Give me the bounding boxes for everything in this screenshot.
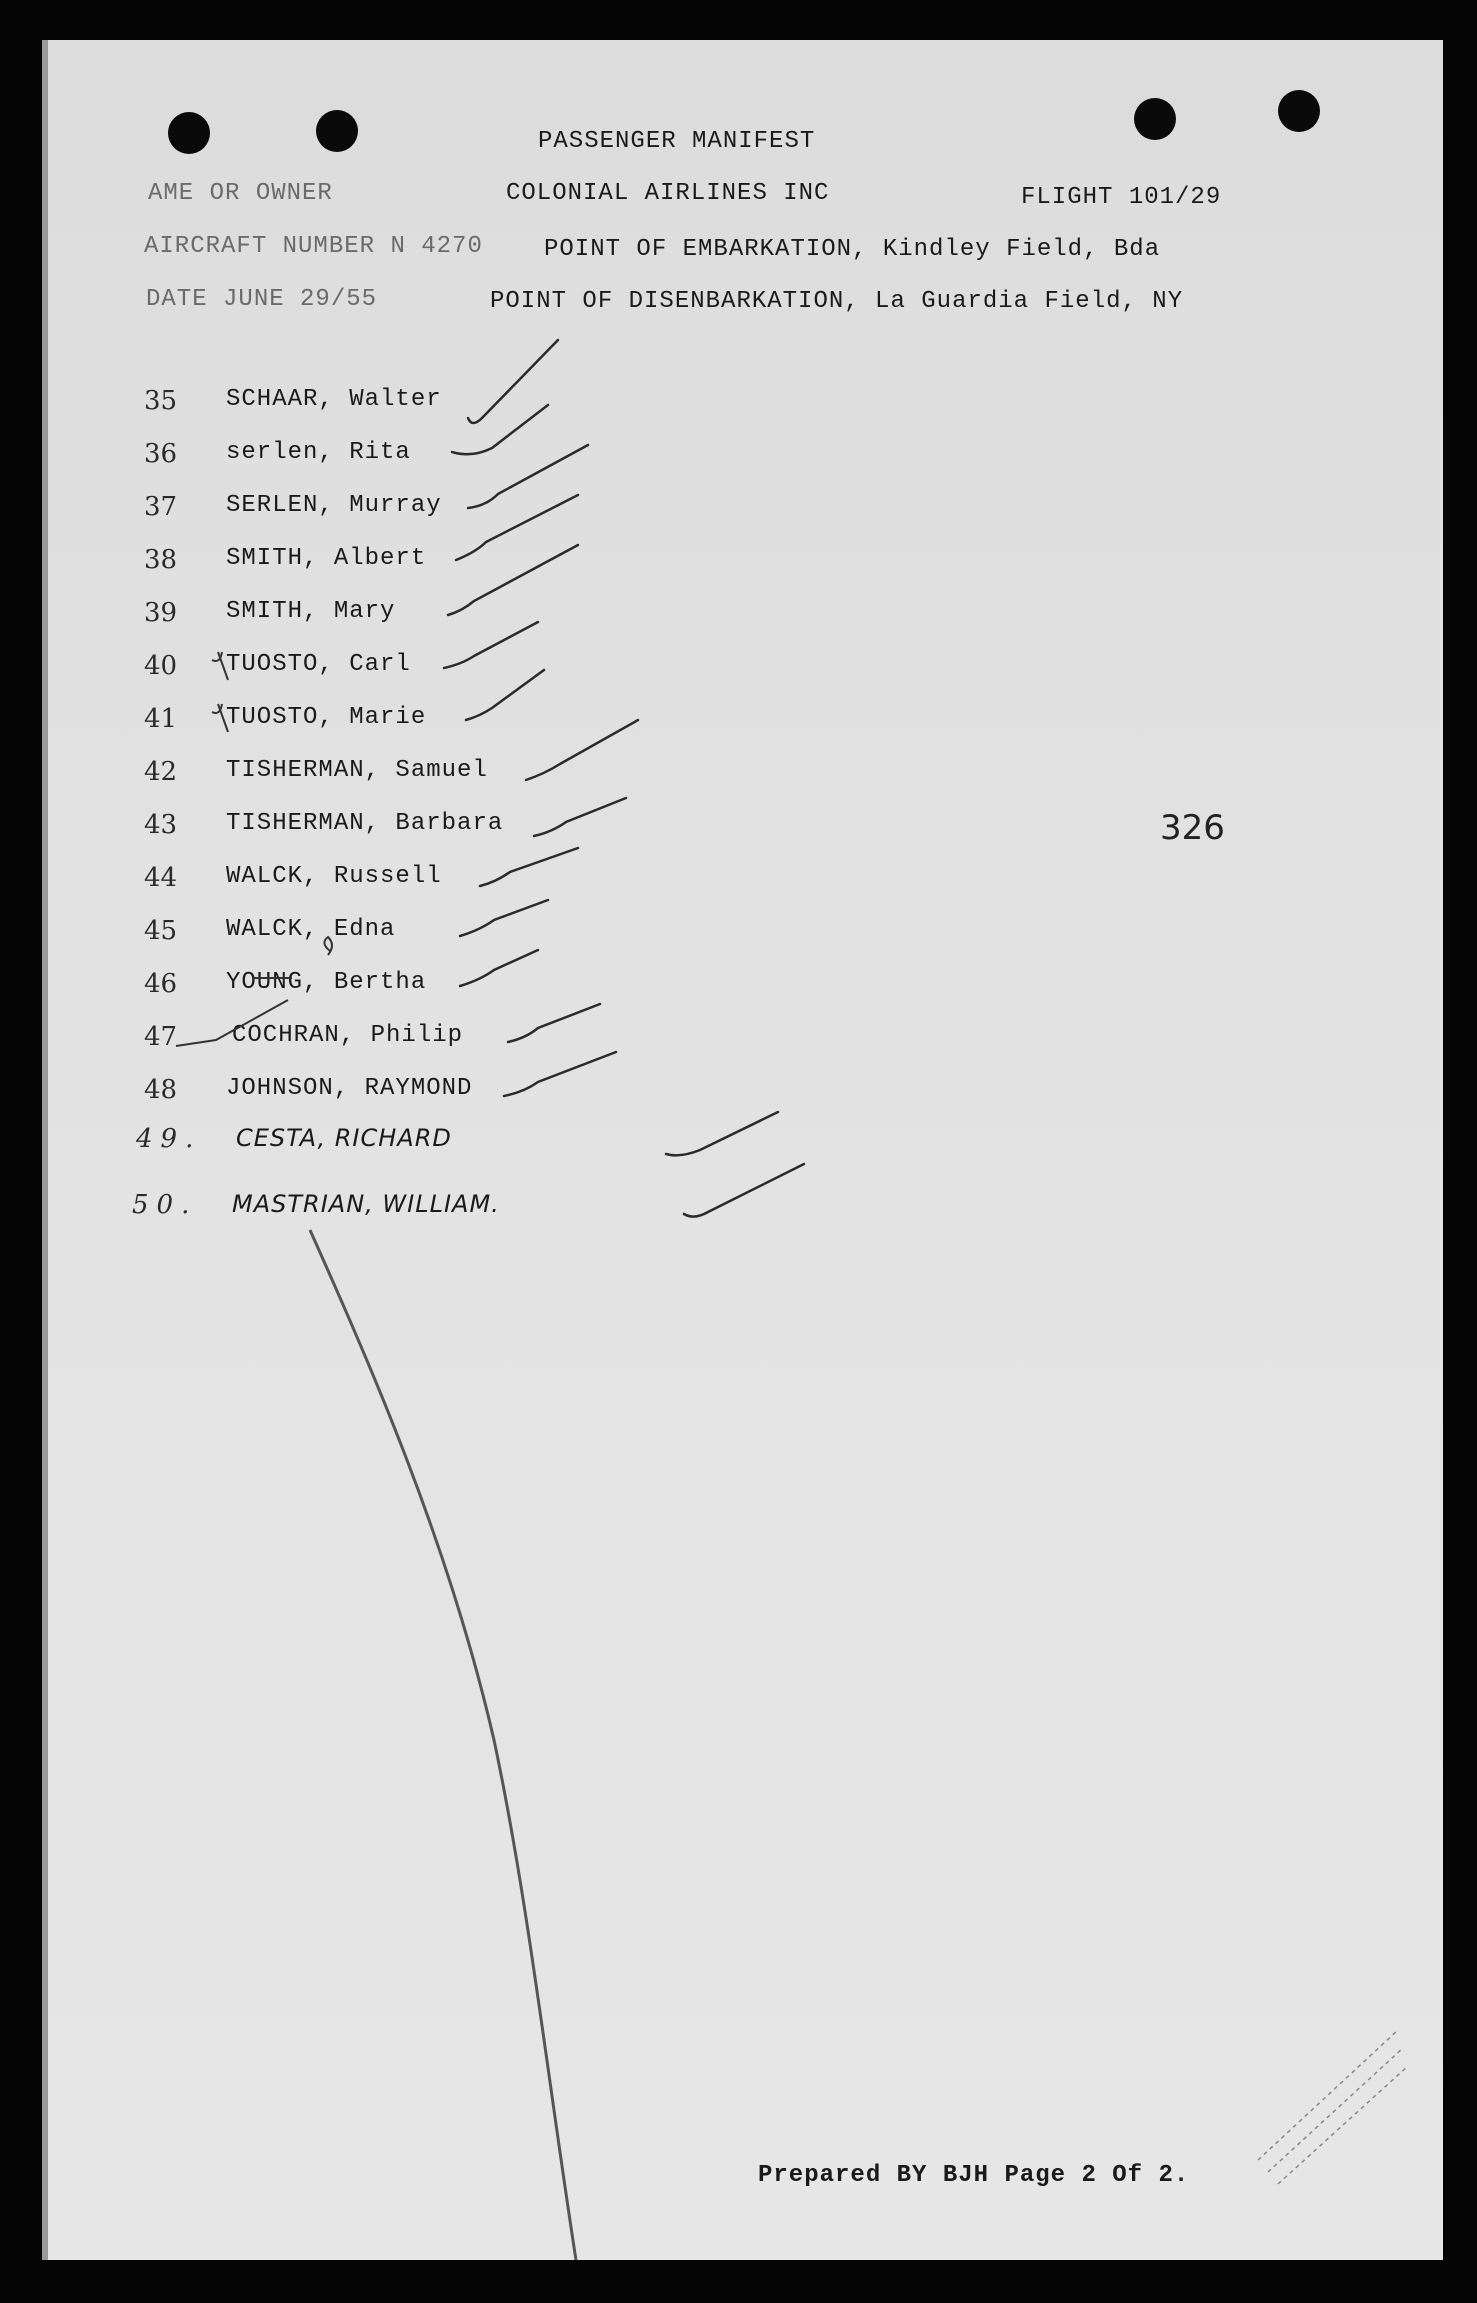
passenger-name: COCHRAN, Philip xyxy=(232,1022,464,1049)
pen-marks xyxy=(48,40,1443,2260)
check-mark-icon xyxy=(684,1164,804,1217)
manifest-title: PASSENGER MANIFEST xyxy=(538,128,816,155)
passenger-number: 49. xyxy=(136,1124,202,1154)
passenger-number: 48 xyxy=(144,1075,178,1105)
passenger-number: 37 xyxy=(144,492,178,522)
passenger-number: 41 xyxy=(144,704,178,734)
passenger-number: 43 xyxy=(144,810,178,840)
manifest-page xyxy=(42,40,1443,2260)
long-pen-stroke xyxy=(310,1230,576,2260)
check-mark-icon xyxy=(460,950,538,986)
correction-mark xyxy=(212,704,228,732)
passenger-number: 42 xyxy=(144,757,178,787)
passenger-number: 44 xyxy=(144,863,178,893)
passenger-number: 39 xyxy=(144,598,178,628)
check-mark-icon xyxy=(508,1004,600,1042)
aircraft-number: AIRCRAFT NUMBER N 4270 xyxy=(144,233,483,260)
passenger-name: SMITH, Mary xyxy=(226,598,396,625)
passenger-name: SERLEN, Murray xyxy=(226,492,442,519)
passenger-name: CESTA, RICHARD xyxy=(236,1124,452,1152)
manifest-date: DATE JUNE 29/55 xyxy=(146,286,378,313)
disembarkation: POINT OF DISENBARKATION, La Guardia Field, NY xyxy=(490,288,1184,315)
check-mark-icon xyxy=(666,1112,778,1155)
check-marks xyxy=(444,340,804,1217)
check-mark-icon xyxy=(456,495,578,560)
passenger-name: TUOSTO, Marie xyxy=(226,704,427,731)
page-stamp-number: 326 xyxy=(1160,808,1225,848)
passenger-name: WALCK, Russell xyxy=(226,863,442,890)
footer-prepared-by: Prepared BY BJH Page 2 Of 2. xyxy=(758,2162,1190,2189)
owner-label: AME OR OWNER xyxy=(148,180,333,207)
check-mark-icon xyxy=(460,900,548,936)
check-mark-icon xyxy=(534,798,626,836)
strike-mark xyxy=(176,1000,288,1046)
passenger-number: 38 xyxy=(144,545,178,575)
passenger-name: TUOSTO, Carl xyxy=(226,651,411,678)
passenger-number: 47 xyxy=(144,1022,178,1052)
check-mark-icon xyxy=(468,340,558,423)
check-mark-icon xyxy=(466,670,544,720)
passenger-number: 50. xyxy=(132,1190,198,1220)
passenger-name: serlen, Rita xyxy=(226,439,411,466)
correction-mark xyxy=(324,937,332,955)
correction-mark xyxy=(212,652,228,680)
passenger-number: 46 xyxy=(144,969,178,999)
passenger-name: TISHERMAN, Barbara xyxy=(226,810,504,837)
annotation-marks xyxy=(176,652,332,1046)
passenger-number: 35 xyxy=(144,386,178,416)
check-mark-icon xyxy=(526,720,638,780)
passenger-name: MASTRIAN, WILLIAM. xyxy=(232,1190,500,1218)
airline-name: COLONIAL AIRLINES INC xyxy=(506,180,830,207)
passenger-name: JOHNSON, RAYMOND xyxy=(226,1075,473,1102)
passenger-name: YOUNG, Bertha xyxy=(226,969,427,996)
check-mark-icon xyxy=(452,405,548,454)
check-mark-icon xyxy=(480,848,578,886)
passenger-number: 40 xyxy=(144,651,178,681)
passenger-name: WALCK, Edna xyxy=(226,916,396,943)
corner-stamp-marks xyxy=(1258,2030,1408,2184)
flight-number: FLIGHT 101/29 xyxy=(1021,184,1222,211)
check-mark-icon xyxy=(444,622,538,668)
passenger-number: 45 xyxy=(144,916,178,946)
passenger-name: SCHAAR, Walter xyxy=(226,386,442,413)
passenger-number: 36 xyxy=(144,439,178,469)
passenger-name: TISHERMAN, Samuel xyxy=(226,757,488,784)
embarkation: POINT OF EMBARKATION, Kindley Field, Bda xyxy=(544,236,1161,263)
check-mark-icon xyxy=(504,1052,616,1096)
passenger-name: SMITH, Albert xyxy=(226,545,427,572)
